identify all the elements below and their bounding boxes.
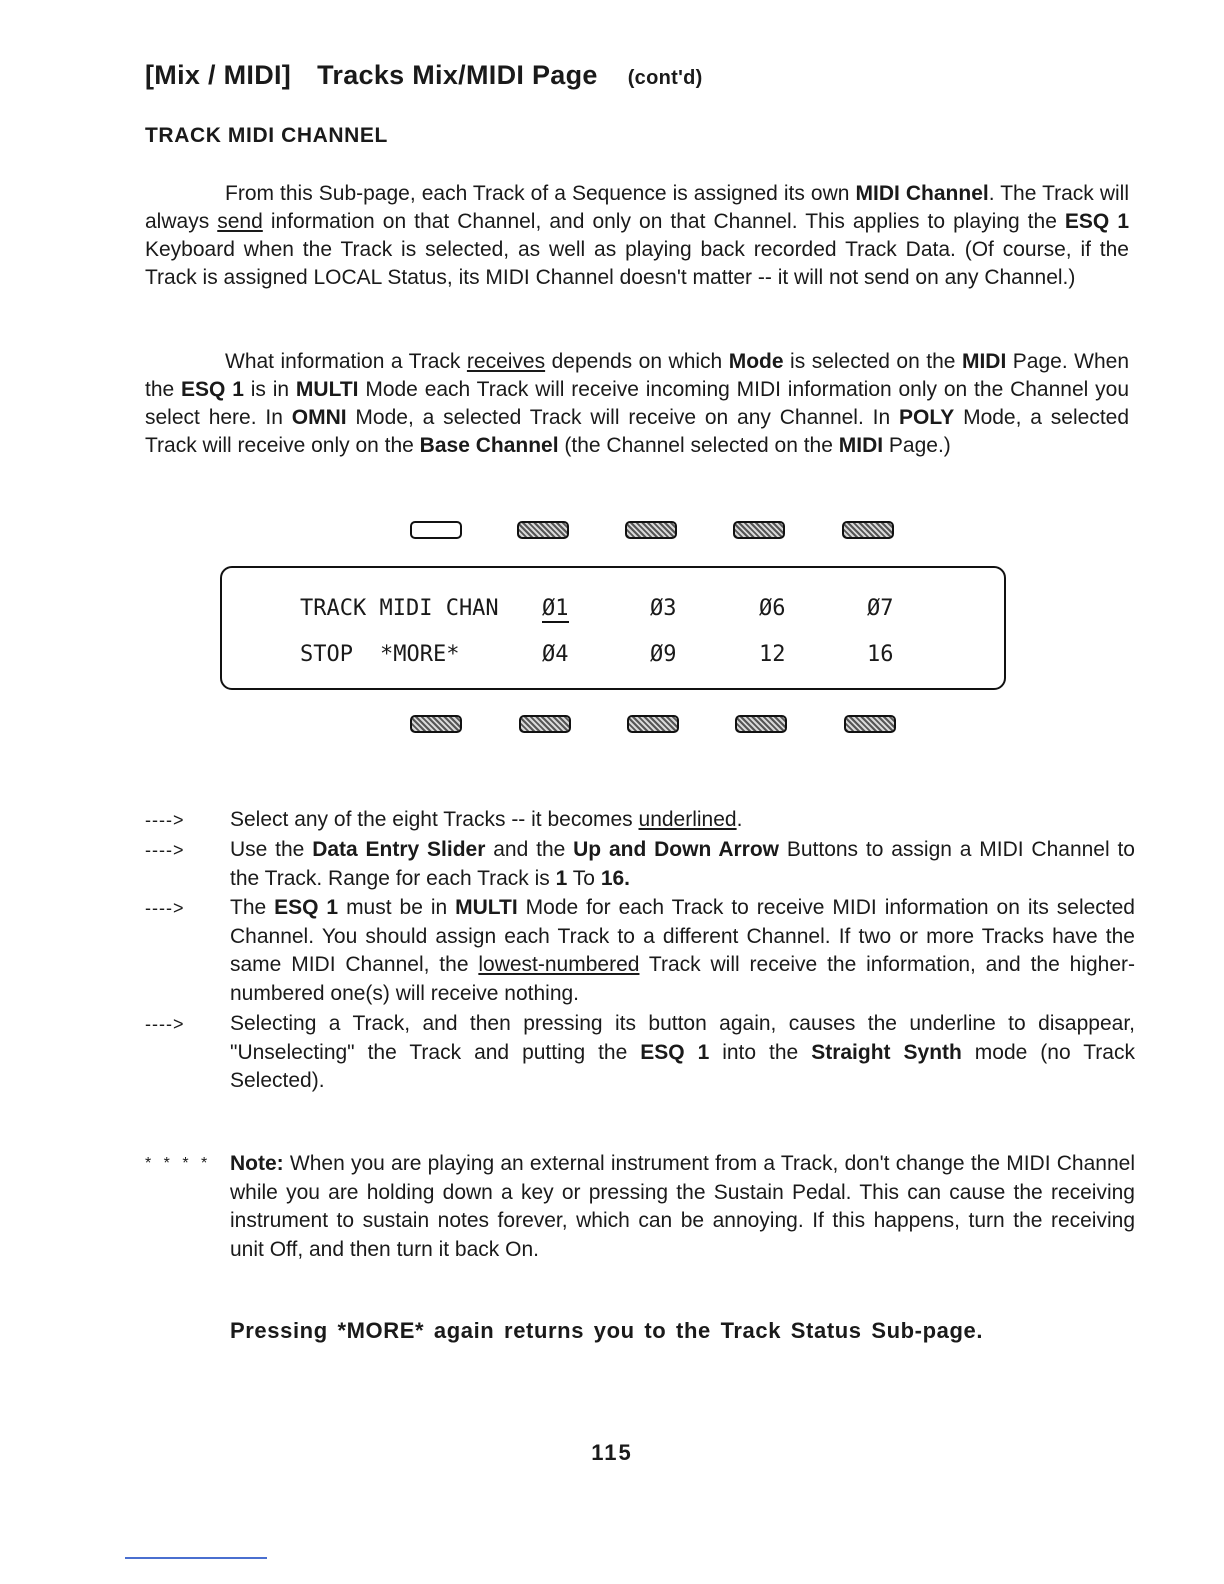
lcd-label-track-midi-chan: TRACK MIDI CHAN	[300, 596, 499, 621]
receive-paragraph: What information a Track receives depends on which Mode is selected on the MIDI Page. When the ESQ 1 is in MULTI Mode each Track will receive incoming MIDI information only on the Channel you select here. In OMNI Mode, a selected Track will receive on any Channel. In POLY Mode, a selected Track will receive only on the Base Channel (the Channel selected on the MIDI Page.)	[145, 350, 1130, 457]
arrow-icon: ---->	[145, 898, 185, 918]
lcd-label-more[interactable]: *MORE*	[380, 642, 460, 667]
soft-button-top-4[interactable]	[733, 521, 785, 539]
scan-edge-line	[125, 1557, 267, 1559]
arrow-icon: ---->	[145, 840, 185, 860]
soft-button-bottom-2[interactable]	[519, 715, 571, 733]
bullet-unselect-track: ----> Selecting a Track, and then pressing its button again, causes the underline to disappear, "Unselecting" the Track and putting the ESQ 1 into the Straight Synth mode (no Track Selected).	[145, 1012, 1135, 1092]
lcd-display	[220, 566, 1006, 690]
soft-button-top-3[interactable]	[625, 521, 677, 539]
lcd-track-3-channel[interactable]: Ø6	[759, 596, 786, 621]
soft-button-bottom-1[interactable]	[410, 715, 462, 733]
lcd-track-8-channel[interactable]: 16	[867, 642, 894, 667]
soft-button-top-5[interactable]	[842, 521, 894, 539]
soft-button-top-1[interactable]	[410, 521, 462, 539]
title-bracket: [Mix / MIDI]	[145, 60, 292, 90]
bullet-assign-channel: ----> Use the Data Entry Slider and the Up and Down Arrow Buttons to assign a MIDI Channel to the Track. Range for each Track is 1 To 16.	[145, 838, 1135, 890]
lcd-track-1-channel[interactable]: Ø1	[542, 596, 569, 621]
top-button-row	[0, 521, 1224, 545]
soft-button-bottom-4[interactable]	[735, 715, 787, 733]
note-label: Note:	[230, 1152, 284, 1175]
bullet-multi-mode: ----> The ESQ 1 must be in MULTI Mode for each Track to receive MIDI information on its selected Channel. You should assign each Track to a different Channel. If two or more Tracks have the same MIDI Channel, the lowest-numbered Track will receive the information, and the higher-numbered one(s) will receive nothing.	[145, 896, 1135, 1005]
arrow-icon: ---->	[145, 1014, 185, 1034]
soft-button-top-2[interactable]	[517, 521, 569, 539]
lcd-track-2-channel[interactable]: Ø3	[650, 596, 677, 621]
note-text: When you are playing an external instrument from a Track, don't change the MIDI Channel while you are holding down a key or pressing the Sustain Pedal. This can cause the receiving instrument to sustain notes forever, which can be annoying. If this happens, turn the receiving unit Off, and then turn it back On.	[230, 1152, 1135, 1261]
soft-button-bottom-3[interactable]	[627, 715, 679, 733]
closing-instruction: Pressing *MORE* again returns you to the Track Status Sub-page.	[230, 1318, 984, 1343]
lcd-track-6-channel[interactable]: Ø9	[650, 642, 677, 667]
title-contd: (cont'd)	[627, 67, 703, 89]
lcd-label-stop[interactable]: STOP	[300, 642, 353, 667]
section-heading: TRACK MIDI CHANNEL	[145, 124, 388, 147]
note-block	[145, 1150, 1135, 1264]
page-number: 115	[591, 1440, 633, 1465]
lcd-track-7-channel[interactable]: 12	[759, 642, 786, 667]
title-main: Tracks Mix/MIDI Page	[317, 60, 598, 90]
note-stars: * * * *	[145, 1155, 212, 1172]
soft-button-bottom-5[interactable]	[844, 715, 896, 733]
intro-paragraph: From this Sub-page, each Track of a Sequence is assigned its own MIDI Channel. The Track will always send information on that Channel, and only on that Channel. This applies to playing the ESQ 1 Keyboard when the Track is selected, as well as playing back recorded Track Data. (Of course, if the Track is assigned LOCAL Status, its MIDI Channel doesn't matter -- it will not send on any Channel.)	[145, 182, 1129, 289]
lcd-track-4-channel[interactable]: Ø7	[867, 596, 894, 621]
page-title	[145, 60, 703, 91]
lcd-track-5-channel[interactable]: Ø4	[542, 642, 569, 667]
arrow-icon: ---->	[145, 810, 185, 830]
bottom-button-row	[0, 715, 1224, 739]
bullet-select-track: ----> Select any of the eight Tracks -- it becomes underlined.	[145, 806, 1135, 835]
